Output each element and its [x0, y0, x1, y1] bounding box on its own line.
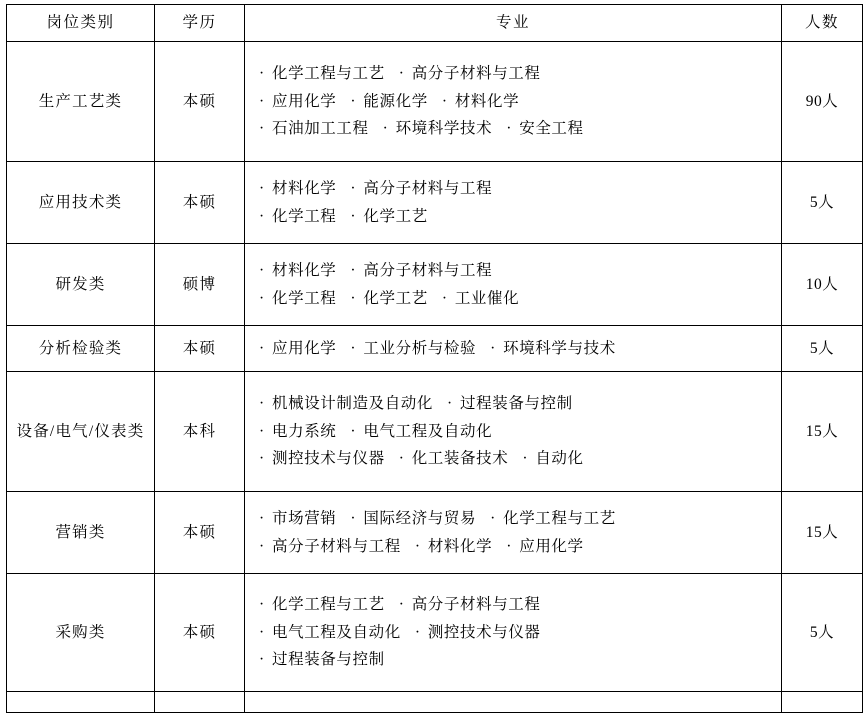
- major-line: [259, 203, 775, 231]
- cell-category: 应用技术类: [7, 162, 155, 244]
- major-item: 化学工程: [272, 289, 337, 307]
- cell-category: 设备/电气/仪表类: [7, 372, 155, 492]
- major-item: 市场营销: [272, 510, 337, 527]
- major-line: [259, 257, 775, 285]
- cell-category: [7, 692, 155, 713]
- cell-education: 本硕: [155, 574, 245, 692]
- major-item: 化学工程与工艺: [503, 510, 616, 527]
- major-line: [259, 285, 775, 313]
- cell-count: 15人: [782, 372, 863, 492]
- bullet-icon: ·: [441, 289, 448, 307]
- major-item: 工业分析与检验: [363, 339, 477, 357]
- major-line: [259, 591, 775, 619]
- major-line: [259, 533, 775, 561]
- major-item: 化工装备技术: [411, 450, 509, 468]
- cell-major: [245, 42, 782, 162]
- major-item: 机械设计制造及自动化: [272, 395, 434, 413]
- bullet-icon: ·: [259, 596, 265, 614]
- cell-major: [245, 692, 782, 713]
- bullet-icon: ·: [259, 207, 265, 225]
- bullet-icon: ·: [350, 207, 357, 225]
- major-item: 环境科学与技术: [503, 339, 616, 357]
- major-item: 石油加工工程: [272, 120, 369, 138]
- bullet-icon: ·: [414, 623, 421, 641]
- cell-major: [245, 326, 782, 372]
- cell-count: [782, 692, 863, 713]
- major-item: 电气工程及自动化: [363, 422, 493, 440]
- column-header-count: 人数: [782, 5, 863, 42]
- bullet-icon: ·: [259, 422, 265, 440]
- major-line: [259, 445, 775, 473]
- major-item: 高分子材料与工程: [272, 537, 401, 555]
- cell-education: 本硕: [155, 42, 245, 162]
- major-item: 能源化学: [363, 92, 428, 110]
- cell-education: 本硕: [155, 492, 245, 574]
- bullet-icon: ·: [506, 537, 512, 555]
- column-header-education: 学历: [155, 5, 245, 42]
- bullet-icon: ·: [259, 65, 265, 83]
- cell-count: 90人: [782, 42, 863, 162]
- major-item: 安全工程: [519, 120, 584, 138]
- major-item: 自动化: [535, 450, 584, 468]
- bullet-icon: ·: [441, 92, 448, 110]
- major-item: 国际经济与贸易: [363, 510, 477, 527]
- major-item: 测控技术与仪器: [272, 450, 385, 468]
- cell-major: [245, 492, 782, 574]
- major-line: [259, 115, 775, 143]
- cell-count: 10人: [782, 244, 863, 326]
- major-item: 电力系统: [272, 422, 337, 440]
- bullet-icon: ·: [259, 339, 265, 357]
- major-item: 高分子材料与工程: [363, 262, 493, 279]
- cell-category: 分析检验类: [7, 326, 155, 372]
- cell-major: [245, 244, 782, 326]
- cell-category: 采购类: [7, 574, 155, 692]
- major-item: 高分子材料与工程: [411, 65, 541, 83]
- major-item: 电气工程及自动化: [272, 623, 401, 641]
- cell-count: 5人: [782, 326, 863, 372]
- cell-major: [245, 162, 782, 244]
- bullet-icon: ·: [259, 651, 265, 669]
- table-row: [7, 492, 863, 574]
- table-row: [7, 42, 863, 162]
- bullet-icon: ·: [350, 510, 357, 527]
- major-item: 化学工艺: [363, 207, 428, 225]
- bullet-icon: ·: [506, 120, 512, 138]
- major-item: 材料化学: [427, 537, 493, 555]
- column-header-major: 专业: [245, 5, 782, 42]
- bullet-icon: ·: [490, 339, 496, 357]
- column-header-category: 岗位类别: [7, 5, 155, 42]
- table-header-row: [7, 5, 863, 42]
- bullet-icon: ·: [259, 92, 265, 110]
- table-row: [7, 326, 863, 372]
- bullet-icon: ·: [259, 510, 265, 527]
- major-item: 化学工艺: [363, 289, 428, 307]
- cell-education: 本科: [155, 372, 245, 492]
- cell-category: 生产工艺类: [7, 42, 155, 162]
- cell-education: 本硕: [155, 326, 245, 372]
- recruitment-table: [6, 4, 863, 713]
- bullet-icon: ·: [490, 510, 496, 527]
- bullet-icon: ·: [259, 537, 265, 555]
- bullet-icon: ·: [350, 289, 357, 307]
- major-line: [259, 175, 775, 203]
- cell-count: 15人: [782, 492, 863, 574]
- major-item: 高分子材料与工程: [363, 180, 493, 197]
- bullet-icon: ·: [259, 262, 265, 279]
- bullet-icon: ·: [382, 120, 389, 138]
- major-item: 化学工程: [272, 207, 337, 225]
- cell-major: [245, 372, 782, 492]
- table-row: [7, 162, 863, 244]
- bullet-icon: ·: [259, 120, 265, 138]
- major-line: [259, 335, 775, 363]
- cell-count: 5人: [782, 162, 863, 244]
- bullet-icon: ·: [259, 395, 265, 413]
- major-line: [259, 646, 775, 674]
- table-row: [7, 372, 863, 492]
- major-line: [259, 60, 775, 88]
- bullet-icon: ·: [350, 262, 357, 279]
- bullet-icon: ·: [414, 537, 421, 555]
- bullet-icon: ·: [259, 623, 265, 641]
- table-row-partial: [7, 692, 863, 713]
- major-item: 应用化学: [272, 92, 337, 110]
- cell-education: 硕博: [155, 244, 245, 326]
- major-item: 高分子材料与工程: [411, 596, 541, 614]
- major-item: 测控技术与仪器: [427, 623, 541, 641]
- bullet-icon: ·: [447, 395, 453, 413]
- major-line: [259, 88, 775, 116]
- major-item: 材料化学: [272, 262, 337, 279]
- bullet-icon: ·: [398, 596, 405, 614]
- major-item: 材料化学: [272, 180, 337, 197]
- cell-category: 研发类: [7, 244, 155, 326]
- bullet-icon: ·: [398, 65, 405, 83]
- major-item: 环境科学技术: [395, 120, 493, 138]
- table-row: [7, 574, 863, 692]
- major-item: 应用化学: [272, 339, 337, 357]
- major-item: 过程装备与控制: [460, 395, 573, 413]
- cell-major: [245, 574, 782, 692]
- bullet-icon: ·: [522, 450, 529, 468]
- major-item: 过程装备与控制: [272, 651, 385, 669]
- bullet-icon: ·: [259, 450, 265, 468]
- bullet-icon: ·: [350, 180, 357, 197]
- cell-count: 5人: [782, 574, 863, 692]
- bullet-icon: ·: [259, 289, 265, 307]
- major-line: [259, 505, 775, 533]
- major-item: 工业催化: [454, 289, 520, 307]
- table-row: [7, 244, 863, 326]
- major-item: 化学工程与工艺: [272, 65, 385, 83]
- major-line: [259, 390, 775, 418]
- cell-category: 营销类: [7, 492, 155, 574]
- cell-education: 本硕: [155, 162, 245, 244]
- major-item: 材料化学: [454, 92, 520, 110]
- major-item: 化学工程与工艺: [272, 596, 385, 614]
- major-line: [259, 619, 775, 647]
- major-item: 应用化学: [519, 537, 584, 555]
- cell-education: [155, 692, 245, 713]
- bullet-icon: ·: [398, 450, 405, 468]
- bullet-icon: ·: [259, 180, 265, 197]
- bullet-icon: ·: [350, 92, 357, 110]
- bullet-icon: ·: [350, 422, 357, 440]
- major-line: [259, 418, 775, 446]
- bullet-icon: ·: [350, 339, 357, 357]
